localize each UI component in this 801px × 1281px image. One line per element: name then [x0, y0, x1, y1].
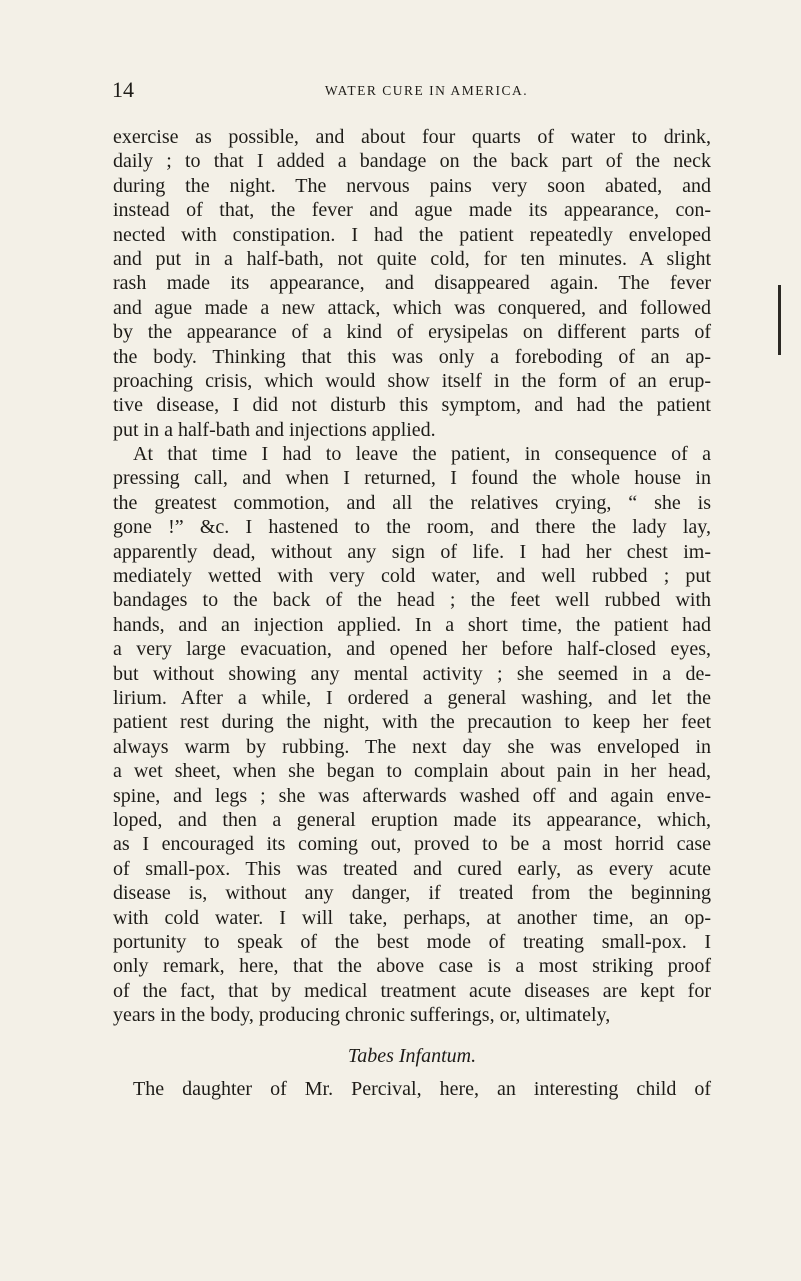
text-line: spine, and legs ; she was afterwards washed off and again enve-	[113, 784, 711, 807]
body-text	[113, 125, 711, 1102]
text-line: The daughter of Mr. Percival, here, an interesting child of	[133, 1078, 711, 1101]
text-line: rash made its appearance, and disappeared again. The fever	[113, 272, 711, 295]
text-line: the body. Thinking that this was only a foreboding of an ap-	[113, 345, 711, 368]
paragraph-3	[113, 1077, 711, 1101]
text-line: a very large evacuation, and opened her before half-closed eyes,	[113, 638, 711, 661]
text-line: and ague made a new attack, which was conquered, and followed	[113, 296, 711, 319]
text-line: only remark, here, that the above case is a most striking proof	[113, 955, 711, 978]
text-line: disease is, without any danger, if treated from the beginning	[113, 882, 711, 905]
text-line: as I encouraged its coming out, proved to be a most horrid case	[113, 833, 711, 856]
text-line: loped, and then a general eruption made its appearance, which,	[113, 808, 711, 831]
text-line: during the night. The nervous pains very soon abated, and	[113, 174, 711, 197]
text-line: always warm by rubbing. The next day she was enveloped in	[113, 735, 711, 758]
paragraph-2	[113, 442, 711, 1027]
page-number: 14	[112, 77, 134, 102]
text-line: lirium. After a while, I ordered a general washing, and let the	[113, 686, 711, 709]
text-line: instead of that, the fever and ague made its appearance, con-	[113, 199, 711, 222]
text-line: hands, and an injection applied. In a short time, the patient had	[113, 613, 711, 636]
section-heading: Tabes Infantum.	[347, 1045, 477, 1068]
text-line: of the fact, that by medical treatment acute diseases are kept for	[113, 979, 711, 1002]
text-line: proaching crisis, which would show itself in the form of an erup-	[113, 369, 711, 392]
text-line: years in the body, producing chronic sufferings, or, ultimately,	[113, 1004, 611, 1027]
text-line: put in a half-bath and injections applied.	[113, 418, 436, 441]
text-line: apparently dead, without any sign of life. I had her chest im-	[113, 540, 711, 563]
text-line: bandages to the back of the head ; the feet well rubbed with	[113, 589, 711, 612]
text-line: a wet sheet, when she began to complain about pain in her head,	[113, 760, 711, 783]
text-line: with cold water. I will take, perhaps, at another time, an op-	[113, 906, 711, 929]
text-line: nected with constipation. I had the patient repeatedly enveloped	[113, 223, 711, 246]
text-line: mediately wetted with very cold water, and well rubbed ; put	[113, 565, 711, 588]
text-line: patient rest during the night, with the precaution to keep her feet	[113, 711, 711, 734]
text-line: At that time I had to leave the patient, in consequence of a	[133, 443, 711, 466]
paragraph-1	[113, 125, 711, 442]
text-line: pressing call, and when I returned, I found the whole house in	[113, 467, 711, 490]
text-line: exercise as possible, and about four quarts of water to drink,	[113, 126, 711, 148]
text-line: daily ; to that I added a bandage on the back part of the neck	[113, 150, 711, 173]
running-head	[112, 78, 741, 108]
text-line: the greatest commotion, and all the relatives crying, “ she is	[113, 491, 711, 514]
text-line: but without showing any mental activity ; she seemed in a de-	[113, 662, 711, 685]
text-line: portunity to speak of the best mode of treating small-pox. I	[113, 930, 711, 953]
text-line: gone !” &c. I hastened to the room, and there the lady lay,	[113, 516, 711, 539]
margin-mark	[778, 285, 781, 355]
text-line: of small-pox. This was treated and cured early, as every acute	[113, 857, 711, 880]
text-line: and put in a half-bath, not quite cold, for ten minutes. A slight	[113, 247, 711, 270]
text-line: by the appearance of a kind of erysipelas on different parts of	[113, 321, 711, 344]
text-line: tive disease, I did not disturb this symptom, and had the patient	[113, 394, 711, 417]
running-title: WATER CURE IN AMERICA.	[324, 83, 529, 98]
